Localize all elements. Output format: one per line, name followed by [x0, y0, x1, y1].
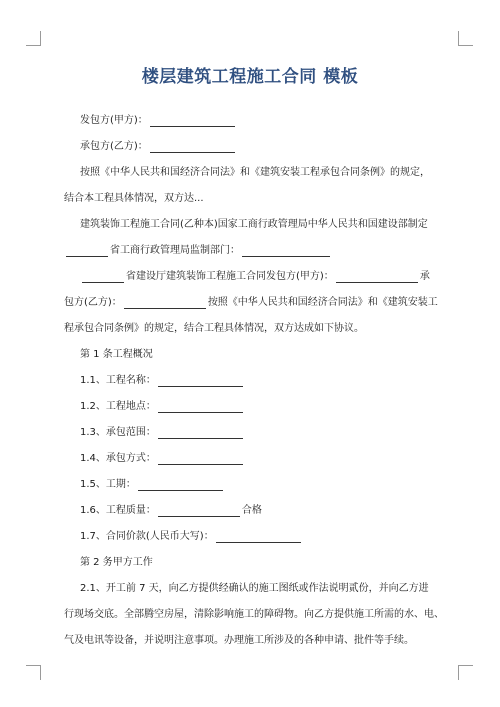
paragraph-text: 省建设厅建筑装饰工程施工合同发包方(甲方)： [126, 271, 334, 282]
item-blank [158, 452, 243, 465]
paragraph-text: 按照《中华人民共和国经济合同法》和《建筑安装工 [207, 297, 438, 308]
item-blank [158, 400, 243, 413]
crop-mark-top-left [26, 31, 41, 46]
province-blank [66, 244, 108, 257]
paragraph-line: 程承包合同条例》的规定，结合工程具体情况，双方达成如下协议。 [64, 323, 364, 334]
employer-blank [150, 114, 235, 127]
document-body [64, 108, 444, 654]
section-heading: 第 1 条工程概况 [80, 349, 153, 360]
contractor-label: 承包方(乙方)： [80, 141, 148, 152]
item-label: 1.7、合同价款(人民币大写)： [80, 531, 214, 542]
crop-mark-bottom-left [26, 665, 41, 680]
section-heading: 第 2 务甲方工作 [80, 557, 153, 568]
employer-label: 发包方(甲方)： [80, 115, 148, 126]
crop-mark-bottom-right [458, 665, 473, 680]
paragraph-text: 包方(乙方)： [64, 297, 122, 308]
paragraph-line [64, 212, 444, 238]
paragraph-text: 承 [419, 271, 430, 282]
item-label: 1.1、工程名称： [80, 375, 156, 386]
paragraph-line [64, 290, 444, 316]
department-label: 省工商行政管理局监制部门： [110, 245, 240, 256]
item-blank [138, 478, 223, 491]
item-line [64, 446, 444, 472]
paragraph-line: 结合本工程具体情况，双方达... [64, 193, 204, 204]
province-blank [82, 270, 124, 283]
item-blank [158, 504, 240, 517]
item-text: 合格 [241, 505, 262, 516]
paragraph-text: 建筑装饰工程施工合同(乙种本)国家工商行政管理局中华人民共和国建设部制定 [80, 219, 428, 230]
item-blank [216, 530, 301, 543]
item-line [64, 420, 444, 446]
item-label: 1.4、承包方式： [80, 453, 156, 464]
item-blank [158, 426, 243, 439]
paragraph-line [64, 264, 444, 290]
contractor-blank [150, 140, 235, 153]
item-line [64, 498, 444, 524]
department-line [64, 238, 444, 264]
department-blank [242, 244, 330, 257]
item-line [64, 524, 444, 550]
paragraph-line: 按照《中华人民共和国经济合同法》和《建筑安装工程承包合同条例》的规定， [80, 167, 430, 178]
paragraph-line: 行现场交底。全部腾空房屋，清除影响施工的障碍物。向乙方提供施工所需的水、电、 [64, 609, 444, 620]
item-line [64, 368, 444, 394]
employer-line [64, 108, 444, 134]
item-label: 1.2、工程地点： [80, 401, 156, 412]
item-line [64, 472, 444, 498]
paragraph-line: 气及电讯等设备，并说明注意事项。办理施工所涉及的各种申请、批件等手续。 [64, 635, 414, 646]
item-label: 1.5、工期： [80, 479, 136, 490]
item-label: 1.6、工程质量： [80, 505, 156, 516]
contractor-line [64, 134, 444, 160]
item-line [64, 394, 444, 420]
contractor-blank [124, 296, 206, 309]
item-label: 1.3、承包范围： [80, 427, 156, 438]
crop-mark-top-right [458, 31, 473, 46]
document-title: 楼层建筑工程施工合同 模板 [141, 67, 359, 87]
employer-blank [336, 270, 418, 283]
paragraph-line: 2.1、开工前 7 天，向乙方提供经确认的施工图纸或作法说明贰份，并向乙方进 [80, 583, 429, 594]
item-blank [158, 374, 243, 387]
